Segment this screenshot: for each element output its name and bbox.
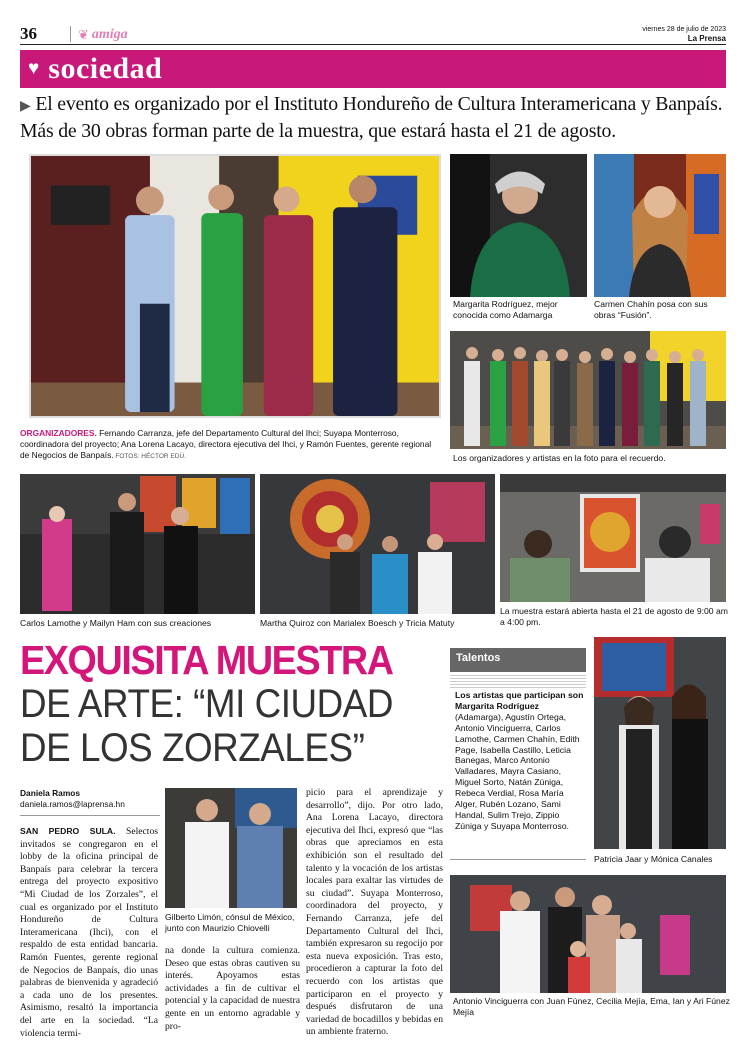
caption-carlos: Carlos Lamothe y Mailyn Ham con sus creaciones xyxy=(20,618,212,628)
issue-date: viernes 28 de julio de 2023 xyxy=(642,26,726,33)
caption-muestra: La muestra estará abierta hasta el 21 de agosto de 9:00 am a 4:00 pm. xyxy=(500,606,728,628)
photo-antonio xyxy=(450,875,726,993)
caption-group: Los organizadores y artistas en la foto para el recuerdo. xyxy=(453,453,666,463)
sidebar-title: Talentos xyxy=(450,648,586,672)
caption-margarita: Margarita Rodríguez, mejor conocida como Adamarga xyxy=(453,299,558,321)
photo-patricia xyxy=(594,637,726,849)
caption-antonio: Antonio Vinciguerra con Juan Fúnez, Cecilia Mejía, Ema, Ian y Ari Fúnez Mejía xyxy=(453,996,730,1018)
section-banner: ♥ sociedad xyxy=(20,50,726,88)
triangle-icon: ▶ xyxy=(20,99,31,114)
byline xyxy=(20,788,160,810)
heart-icon: ❦ xyxy=(78,27,89,42)
photo-muestra xyxy=(500,474,726,602)
sidebar-body: Los artistas que participan son Margarita Rodríguez (Adamarga), Agustín Ortega, Antonio Vinciguerra, Carlos Lamothe, Carmen Chahín, Edith Page, Isabella Castillo, Leticia Banegas, Marco Antonio Valladares, Mayra Casiano, Miguel Sorto, Natán Zúniga, Rebeca Verdial, Rosa María Alger, Rubén Lozano, Sami Handal, Sulim Trejo, Zippio Zúniga y Suyapa Monterroso. xyxy=(455,690,584,831)
headline-line-2: DE ARTE: “MI CIUDAD xyxy=(20,682,393,726)
caption-carmen: Carmen Chahín posa con sus obras “Fusión”. xyxy=(594,299,708,321)
author-name: Daniela Ramos xyxy=(20,788,81,798)
header-divider xyxy=(70,26,71,42)
header-rule xyxy=(20,44,726,45)
caption-gilberto: Gilberto Limón, cónsul de México, junto con Maurizio Chiovelli xyxy=(165,912,295,934)
author-email: daniela.ramos@laprensa.hn xyxy=(20,799,125,809)
article-column-2: na donde la cultura comienza. Deseo que estas obras cautiven su interés. Apoyamos estas actividades a fin de cultivar el potencial y la capacidad de nuestra gente en un entorno agradable y pro- xyxy=(165,945,300,1032)
article-column-1: SAN PEDRO SULA. Selectos invitados se congregaron en el lobby de la oficina principal de Banpaís para celebrar la tercera entrega del proyecto expositivo “Mi Ciudad de los Zorzales”, el cual es organizado por el Instituto Hondureño de Cultura Interamericana (Ihci), con el respaldo de esta entidad bancaria. Ramón Fuentes, gerente regional de Negocios de Banpaís, dio unas palabras de bienvenida y agradeció a cada uno de los presentes. Asimismo, resaltó la importancia del arte en la sociedad. “La violencia termi- xyxy=(20,826,159,1039)
caption-martha: Martha Quiroz con Marialex Boesch y Tricia Matuty xyxy=(260,618,455,628)
caption-organizers: ORGANIZADORES. Fernando Carranza, jefe del Departamento Cultural del Ihci; Suyapa Monterroso, coordinadora del proyecto; Ana Lorena Lacayo, directora ejecutiva del Ihci, y Ramón Fuentes, gerente regional de Negocios de Banpaís. FOTOS: HÉCTOR EDÚ. xyxy=(20,428,432,460)
photo-group xyxy=(450,331,726,449)
article-column-3: picio para el aprendizaje y desarrollo”, dijo. Por otro lado, Ana Lorena Lacayo, directora ejecutiva del Ihci, expresó que “las obras que apreciamos en esta exhibición son el resultado del talento y la vocación de los artistas locales para exaltar las virtudes de su ciudad”. Suyapa Monterroso, coordinadora del proyecto, y Fernando Carranza, jefe del Departamento Cultural del Ihci, también expresaron su regocijo por esta nueva exposición. Tras esto, procedieron a capturar la foto del recuerdo con los artistas que participaron en el proyecto y después disfrutaron de una variedad de bocadillos y bebidas en un ambiente fraterno. xyxy=(306,787,443,1038)
photo-carmen xyxy=(594,154,726,297)
newspaper-name: La Prensa xyxy=(687,34,726,43)
photo-martha xyxy=(260,474,495,614)
photo-gilberto xyxy=(165,788,297,908)
headline-line-1: EXQUISITA MUESTRA xyxy=(20,637,393,683)
caption-patricia: Patricia Jaar y Mónica Canales xyxy=(594,854,713,864)
heart-icon: ♥ xyxy=(28,58,40,79)
photo-organizers xyxy=(29,154,441,418)
lead-paragraph: ▶ El evento es organizado por el Instituto Hondureño de Cultura Interamericana y Banpaís. Más de 30 obras forman parte de la muestra, que estará hasta el 21 de agosto. xyxy=(20,93,723,142)
page-number: 36 xyxy=(20,24,37,43)
headline-line-3: DE LOS ZORZALES” xyxy=(20,726,365,770)
sidebar-talentos xyxy=(450,648,586,860)
photo-margarita xyxy=(450,154,587,297)
section-brand: ❦ amiga xyxy=(78,27,128,42)
photo-carlos xyxy=(20,474,255,614)
